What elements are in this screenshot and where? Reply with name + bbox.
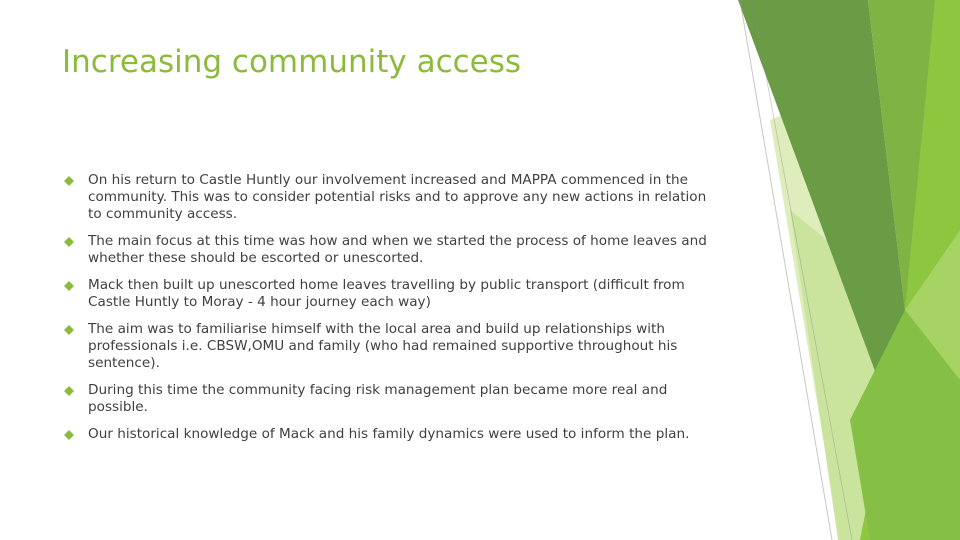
diamond-bullet-icon [64, 325, 74, 335]
bullet-item [64, 172, 724, 223]
bullet-item [64, 321, 724, 372]
bullet-item [64, 233, 724, 267]
bullet-text: The aim was to familiarise himself with the local area and build up relationships with professionals i.e. CBSW,OMU and family (who had remained supportive throughout his sentence). [88, 321, 678, 371]
diamond-bullet-icon [64, 281, 74, 291]
bullet-text: During this time the community facing risk management plan became more real and possible. [88, 382, 668, 415]
bullet-text: The main focus at this time was how and when we started the process of home leaves and whether these should be escorted or unescorted. [88, 233, 707, 266]
bullet-text: Our historical knowledge of Mack and his family dynamics were used to inform the plan. [88, 426, 690, 442]
bullet-item [64, 426, 724, 443]
bullet-list [64, 172, 724, 453]
slide-title: Increasing community access [62, 44, 522, 80]
bullet-text: Mack then built up unescorted home leaves travelling by public transport (difficult from Castle Huntly to Moray - 4 hour journey each way) [88, 277, 685, 310]
bullet-item [64, 277, 724, 311]
diamond-bullet-icon [64, 237, 74, 247]
diamond-bullet-icon [64, 176, 74, 186]
diamond-bullet-icon [64, 386, 74, 396]
diamond-bullet-icon [64, 430, 74, 440]
bullet-text: On his return to Castle Huntly our involvement increased and MAPPA commenced in the community. This was to consider potential risks and to approve any new actions in relation to community access. [88, 172, 707, 222]
bullet-item [64, 382, 724, 416]
